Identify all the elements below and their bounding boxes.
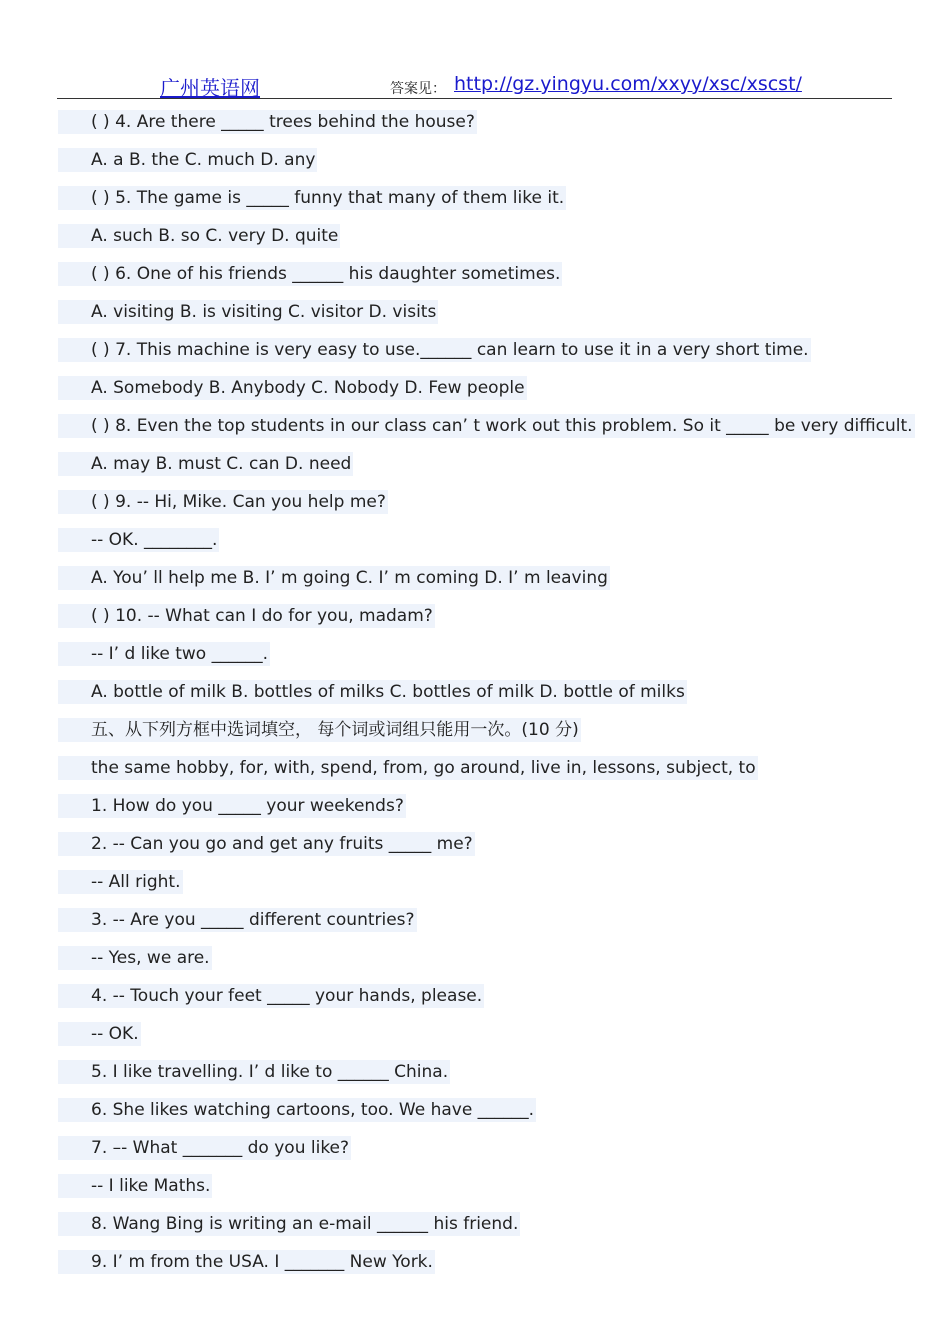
question-10: ( ) 10. -- What can I do for you, madam? [58,604,435,628]
question-6-options: A. visiting B. is visiting C. visitor D. visits [58,300,438,324]
fill-3-reply: -- Yes, we are. [58,946,212,970]
fill-8: 8. Wang Bing is writing an e-mail ______ his friend. [58,1212,520,1236]
question-8: ( ) 8. Even the top students in our class can’ t work out this problem. So it _____ be very difficult. [58,414,915,438]
fill-6: 6. She likes watching cartoons, too. We have ______. [58,1098,536,1122]
fill-3: 3. -- Are you _____ different countries? [58,908,417,932]
question-8-options: A. may B. must C. can D. need [58,452,353,476]
fill-7: 7. –- What _______ do you like? [58,1136,351,1160]
question-9-options: A. You’ ll help me B. I’ m going C. I’ m coming D. I’ m leaving [58,566,610,590]
fill-2: 2. -- Can you go and get any fruits _____ me? [58,832,475,856]
fill-1: 1. How do you _____ your weekends? [58,794,406,818]
section-5-heading: 五、从下列方框中选词填空， 每个词或词组只能用一次。(10 分) [58,718,581,742]
answer-url-link[interactable]: http://gz.yingyu.com/xxyy/xsc/xscst/ [454,73,802,95]
question-6: ( ) 6. One of his friends ______ his daughter sometimes. [58,262,562,286]
question-9-reply: -- OK. ________. [58,528,219,552]
word-bank: the same hobby, for, with, spend, from, go around, live in, lessons, subject, to [58,756,758,780]
fill-4: 4. -- Touch your feet _____ your hands, please. [58,984,484,1008]
fill-5: 5. I like travelling. I’ d like to ______ China. [58,1060,450,1084]
question-7: ( ) 7. This machine is very easy to use.______ can learn to use it in a very short time. [58,338,811,362]
fill-9: 9. I’ m from the USA. I _______ New York. [58,1250,435,1274]
question-4-options: A. a B. the C. much D. any [58,148,317,172]
fill-4-reply: -- OK. [58,1022,141,1046]
question-10-options: A. bottle of milk B. bottles of milks C. bottles of milk D. bottle of milks [58,680,687,704]
fill-7-reply: -- I like Maths. [58,1174,212,1198]
answer-label: 答案见： [390,81,446,97]
question-10-reply: -- I’ d like two ______. [58,642,270,666]
question-4: ( ) 4. Are there _____ trees behind the house? [58,110,477,134]
question-7-options: A. Somebody B. Anybody C. Nobody D. Few people [58,376,527,400]
question-5-options: A. such B. so C. very D. quite [58,224,340,248]
site-name-link[interactable]: 广州英语网 [160,76,260,100]
question-5: ( ) 5. The game is _____ funny that many of them like it. [58,186,566,210]
question-9: ( ) 9. -- Hi, Mike. Can you help me? [58,490,388,514]
fill-2-reply: -- All right. [58,870,183,894]
